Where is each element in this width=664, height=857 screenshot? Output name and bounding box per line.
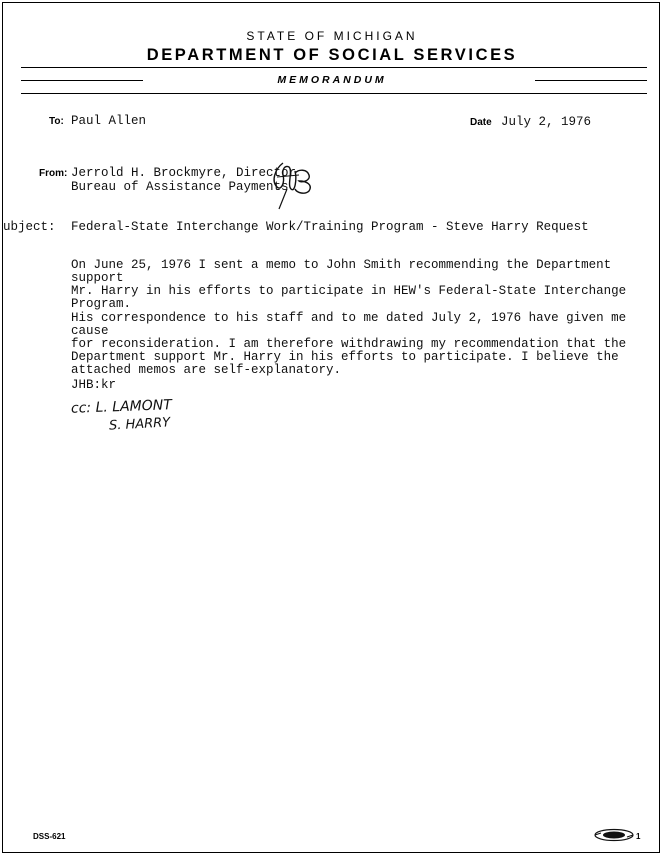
cc-line-1: cc: L. LAMONT [70,397,173,417]
form-number: DSS-621 [33,832,66,841]
bottom-rule [21,93,647,94]
union-label-icon [593,827,635,843]
initials-signature-mark [269,159,317,211]
typist-initials: JHB:kr [71,378,117,392]
to-value: Paul Allen [71,114,147,128]
memorandum-title: MEMORANDUM [277,74,387,86]
union-mark-number: 1 [636,832,641,841]
body-paragraph-1: On June 25, 1976 I sent a memo to John Smith recommending the Department support Mr. Harry in his efforts to participate in HEW's Federal-State Interchange Program. [71,258,627,311]
subject-value: Federal-State Interchange Work/Training Program - Steve Harry Request [71,220,589,234]
top-rule [21,67,647,68]
from-name: Jerrold H. Brockmyre, Director [71,166,297,180]
body-paragraph-2: His correspondence to his staff and to me dated July 2, 1976 have given me cause for reconsideration. I am therefore withdrawing my recommendation that the Department support Mr. Harry in his efforts to participate. I believe the attached memos are self-explanatory. [71,311,627,377]
from-label: From: [39,168,68,179]
date-label: Date [470,117,492,128]
date-value: July 2, 1976 [501,115,592,129]
cc-line-2: S. HARRY [108,415,171,434]
from-bureau: Bureau of Assistance Payments [71,180,289,194]
to-label: To: [49,116,64,127]
subject-label: ubject: [3,220,56,234]
department-heading: DEPARTMENT OF SOCIAL SERVICES [146,46,518,64]
state-heading: STATE OF MICHIGAN [246,29,418,43]
memo-page [2,2,660,853]
